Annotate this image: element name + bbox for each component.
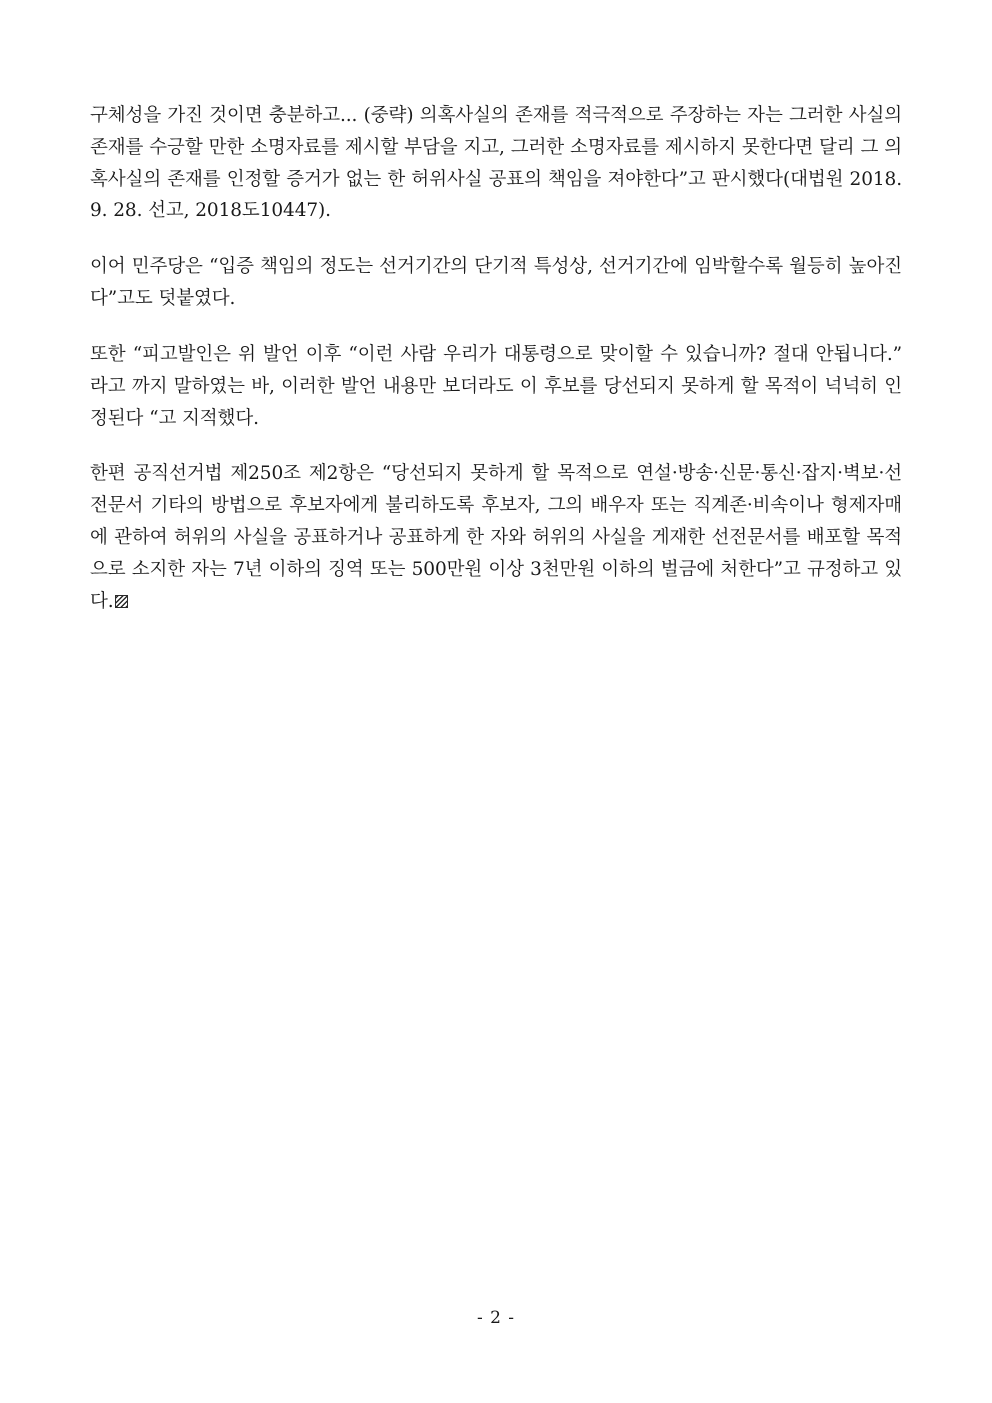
end-of-article-mark: [115, 595, 128, 608]
document-body: [90, 100, 902, 617]
paragraph-1: 구체성을 가진 것이면 충분하고... (중략) 의혹사실의 존재를 적극적으로 주장하는 자는 그러한 사실의 존재를 수긍할 만한 소명자료를 제시할 부담을 지고, 그러한 소명자료를 제시하지 못한다면 달리 그 의혹사실의 존재를 인정할 증거가 없는 한 허위사실 공표의 책임을 져야한다”고 판시했다(대법원 2018. 9. 28. 선고, 2018도10447).: [90, 105, 902, 222]
paragraph-4-text: 한편 공직선거법 제250조 제2항은 “당선되지 못하게 할 목적으로 연설·방송·신문·통신·잡지·벽보·선전문서 기타의 방법으로 후보자에게 불리하도록 후보자, 그의 배우자 또는 직계존·비속이나 형제자매에 관하여 허위의 사실을 공표하거나 공표하게 한 자와 허위의 사실을 게재한 선전문서를 배포할 목적으로 소지한 자는 7년 이하의 징역 또는 500만원 이상 3천만원 이하의 벌금에 처한다”고 규정하고 있다.: [90, 463, 902, 612]
paragraph-4: [90, 458, 902, 617]
paragraph-3: 또한 “피고발인은 위 발언 이후 “이런 사람 우리가 대통령으로 맞이할 수 있습니까? 절대 안됩니다.” 라고 까지 말하였는 바, 이러한 발언 내용만 보더라도 이 후보를 당선되지 못하게 할 목적이 넉넉히 인정된다 “고 지적했다.: [90, 343, 902, 429]
paragraph-2: 이어 민주당은 “입증 책임의 정도는 선거기간의 단기적 특성상, 선거기간에 임박할수록 월등히 높아진다”고도 덧붙였다.: [90, 256, 902, 310]
page-number: - 2 -: [476, 1308, 516, 1328]
